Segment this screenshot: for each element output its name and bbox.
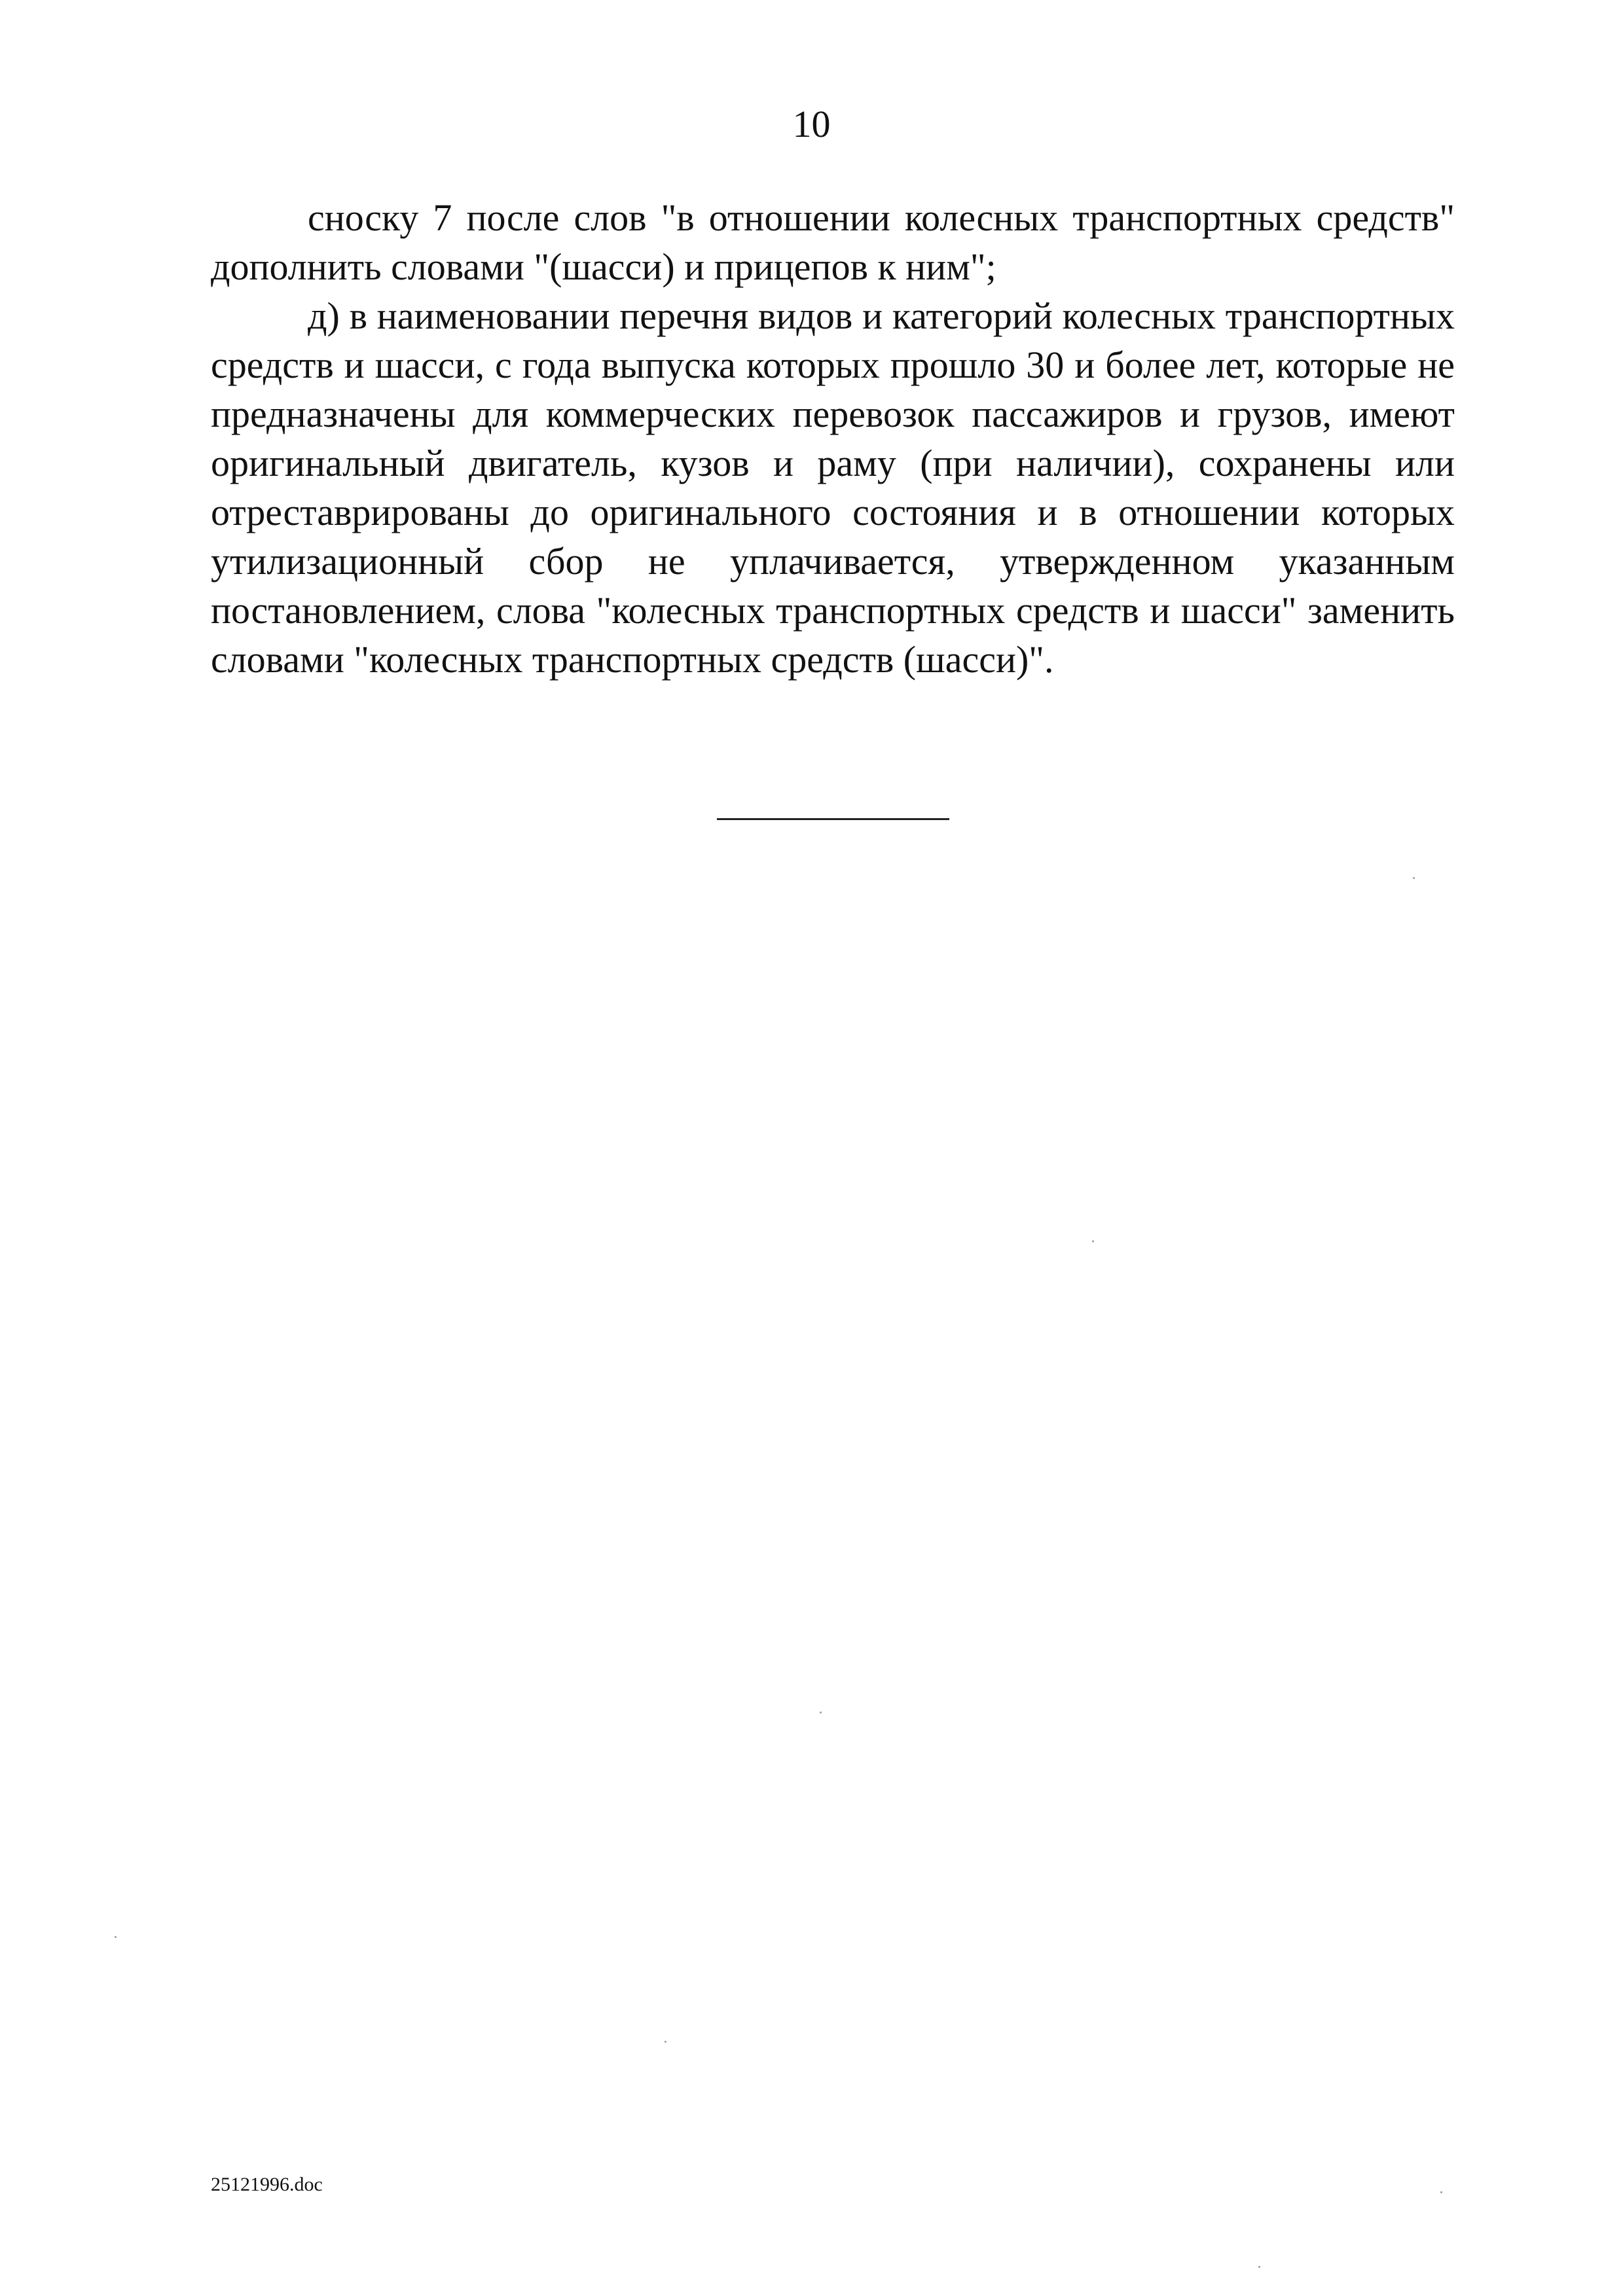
- scan-speck: [1440, 2191, 1442, 2193]
- paragraph-item-d: д) в наименовании перечня видов и категорий колесных транспортных средств и шасси, с года выпуска которых прошло 30 и более лет, которые не предназначены для коммерческих перевозок пассажиров и грузов, имеют оригинальный двигатель, кузов и раму (при наличии), сохранены или отреставрированы до оригинального состояния и в отношении которых утилизационный сбор не уплачивается, утвержденном указанным постановлением, слова "колесных транспортных средств и шасси" заменить словами "колесных транспортных средств (шасси)".: [211, 295, 1455, 681]
- scan-speck: [1413, 877, 1415, 879]
- scan-speck: [665, 2041, 666, 2043]
- page-number: 10: [792, 103, 831, 145]
- scan-speck: [115, 1936, 117, 1938]
- scan-speck: [820, 1712, 822, 1713]
- end-separator-line: [717, 818, 949, 820]
- file-name-footer: 25121996.doc: [211, 2174, 323, 2195]
- scan-speck: [1258, 2266, 1260, 2268]
- scan-speck: [1092, 1240, 1094, 1242]
- document-body: [211, 193, 1455, 684]
- paragraph-footnote-7: сноску 7 после слов "в отношении колесных транспортных средств" дополнить словами "(шасси) и прицепов к ним";: [211, 196, 1455, 288]
